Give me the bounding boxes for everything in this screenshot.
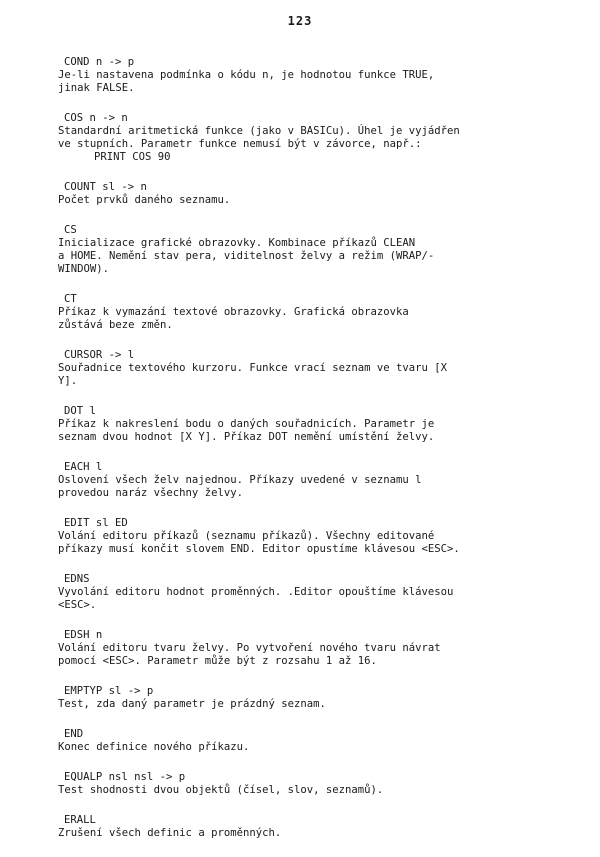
entry-description-line: a HOME. Nemění stav pera, viditelnost želvy a režim (WRAP/- xyxy=(58,250,435,262)
entry-description-line: Oslovení všech želv najednou. Příkazy uvedené v seznamu l xyxy=(58,474,422,486)
glossary-entry xyxy=(58,629,548,668)
entry-term: COND n -> p xyxy=(64,56,135,68)
entry-description-line: Souřadnice textového kurzoru. Funkce vrací seznam ve tvaru [X xyxy=(58,362,448,374)
entry-description-line: Zrušení všech definic a proměnných. xyxy=(58,827,282,839)
glossary-entry xyxy=(58,405,548,444)
entry-description-line: provedou naráz všechny želvy. xyxy=(58,487,243,499)
entry-description-line: Konec definice nového příkazu. xyxy=(58,741,250,753)
entry-term: EMPTYP sl -> p xyxy=(64,685,154,697)
entry-description-line: Je-li nastavena podmínka o kódu n, je hodnotou funkce TRUE, xyxy=(58,69,435,81)
entry-description-line: Standardní aritmetická funkce (jako v BASICu). Úhel je vyjádřen xyxy=(58,125,460,137)
entry-description-line: Test, zda daný parametr je prázdný seznam. xyxy=(58,698,326,710)
entry-description-line: jinak FALSE. xyxy=(58,82,135,94)
entry-description-line: Příkaz k nakreslení bodu o daných souřadnicích. Parametr je xyxy=(58,418,435,430)
entry-term: EDNS xyxy=(64,573,90,585)
glossary-entry xyxy=(58,56,548,95)
entry-term: EDIT sl ED xyxy=(64,517,128,529)
entry-term: ERALL xyxy=(64,814,96,826)
glossary-entry xyxy=(58,224,548,276)
glossary-entry xyxy=(58,771,548,797)
glossary-entry xyxy=(58,685,548,711)
glossary-entry xyxy=(58,728,548,754)
entry-term: COS n -> n xyxy=(64,112,128,124)
glossary-entry xyxy=(58,461,548,500)
glossary-entries xyxy=(58,56,548,857)
entry-term: EQUALP nsl nsl -> p xyxy=(64,771,186,783)
glossary-entry xyxy=(58,293,548,332)
entry-description-line: pomocí <ESC>. Parametr může být z rozsahu 1 až 16. xyxy=(58,655,377,667)
entry-description-line: WINDOW). xyxy=(58,263,110,275)
entry-description-line: příkazy musí končit slovem END. Editor opustíme klávesou <ESC>. xyxy=(58,543,460,555)
entry-description-line: Test shodnosti dvou objektů (čísel, slov, seznamů). xyxy=(58,784,384,796)
entry-description-line: Volání editoru tvaru želvy. Po vytvoření nového tvaru návrat xyxy=(58,642,441,654)
entry-description-line: zůstává beze změn. xyxy=(58,319,173,331)
entry-term: EACH l xyxy=(64,461,103,473)
page-number: 123 xyxy=(287,14,313,28)
entry-term: COUNT sl -> n xyxy=(64,181,147,193)
entry-term: DOT l xyxy=(64,405,96,417)
glossary-entry xyxy=(58,181,548,207)
glossary-entry xyxy=(58,349,548,388)
glossary-entry xyxy=(58,573,548,612)
entry-description-line: Volání editoru příkazů (seznamu příkazů). Všechny editované xyxy=(58,530,435,542)
glossary-entry xyxy=(58,112,548,164)
code-example: PRINT COS 90 xyxy=(94,151,171,163)
entry-term: EDSH n xyxy=(64,629,103,641)
entry-description-line: <ESC>. xyxy=(58,599,97,611)
entry-term: CS xyxy=(64,224,77,236)
entry-description-line: Příkaz k vymazání textové obrazovky. Grafická obrazovka xyxy=(58,306,409,318)
entry-description-line: Počet prvků daného seznamu. xyxy=(58,194,231,206)
entry-term: CURSOR -> l xyxy=(64,349,135,361)
entry-term: END xyxy=(64,728,84,740)
entry-description-line: Vyvolání editoru hodnot proměnných. .Editor opouštíme klávesou xyxy=(58,586,454,598)
entry-description-line: seznam dvou hodnot [X Y]. Příkaz DOT nemění umístění želvy. xyxy=(58,431,435,443)
glossary-entry xyxy=(58,517,548,556)
entry-description-line: Y]. xyxy=(58,375,78,387)
entry-description-line: ve stupních. Parametr funkce nemusí být v závorce, např.: xyxy=(58,138,422,150)
glossary-entry xyxy=(58,814,548,840)
entry-description-line: Inicializace grafické obrazovky. Kombinace příkazů CLEAN xyxy=(58,237,416,249)
entry-term: CT xyxy=(64,293,77,305)
